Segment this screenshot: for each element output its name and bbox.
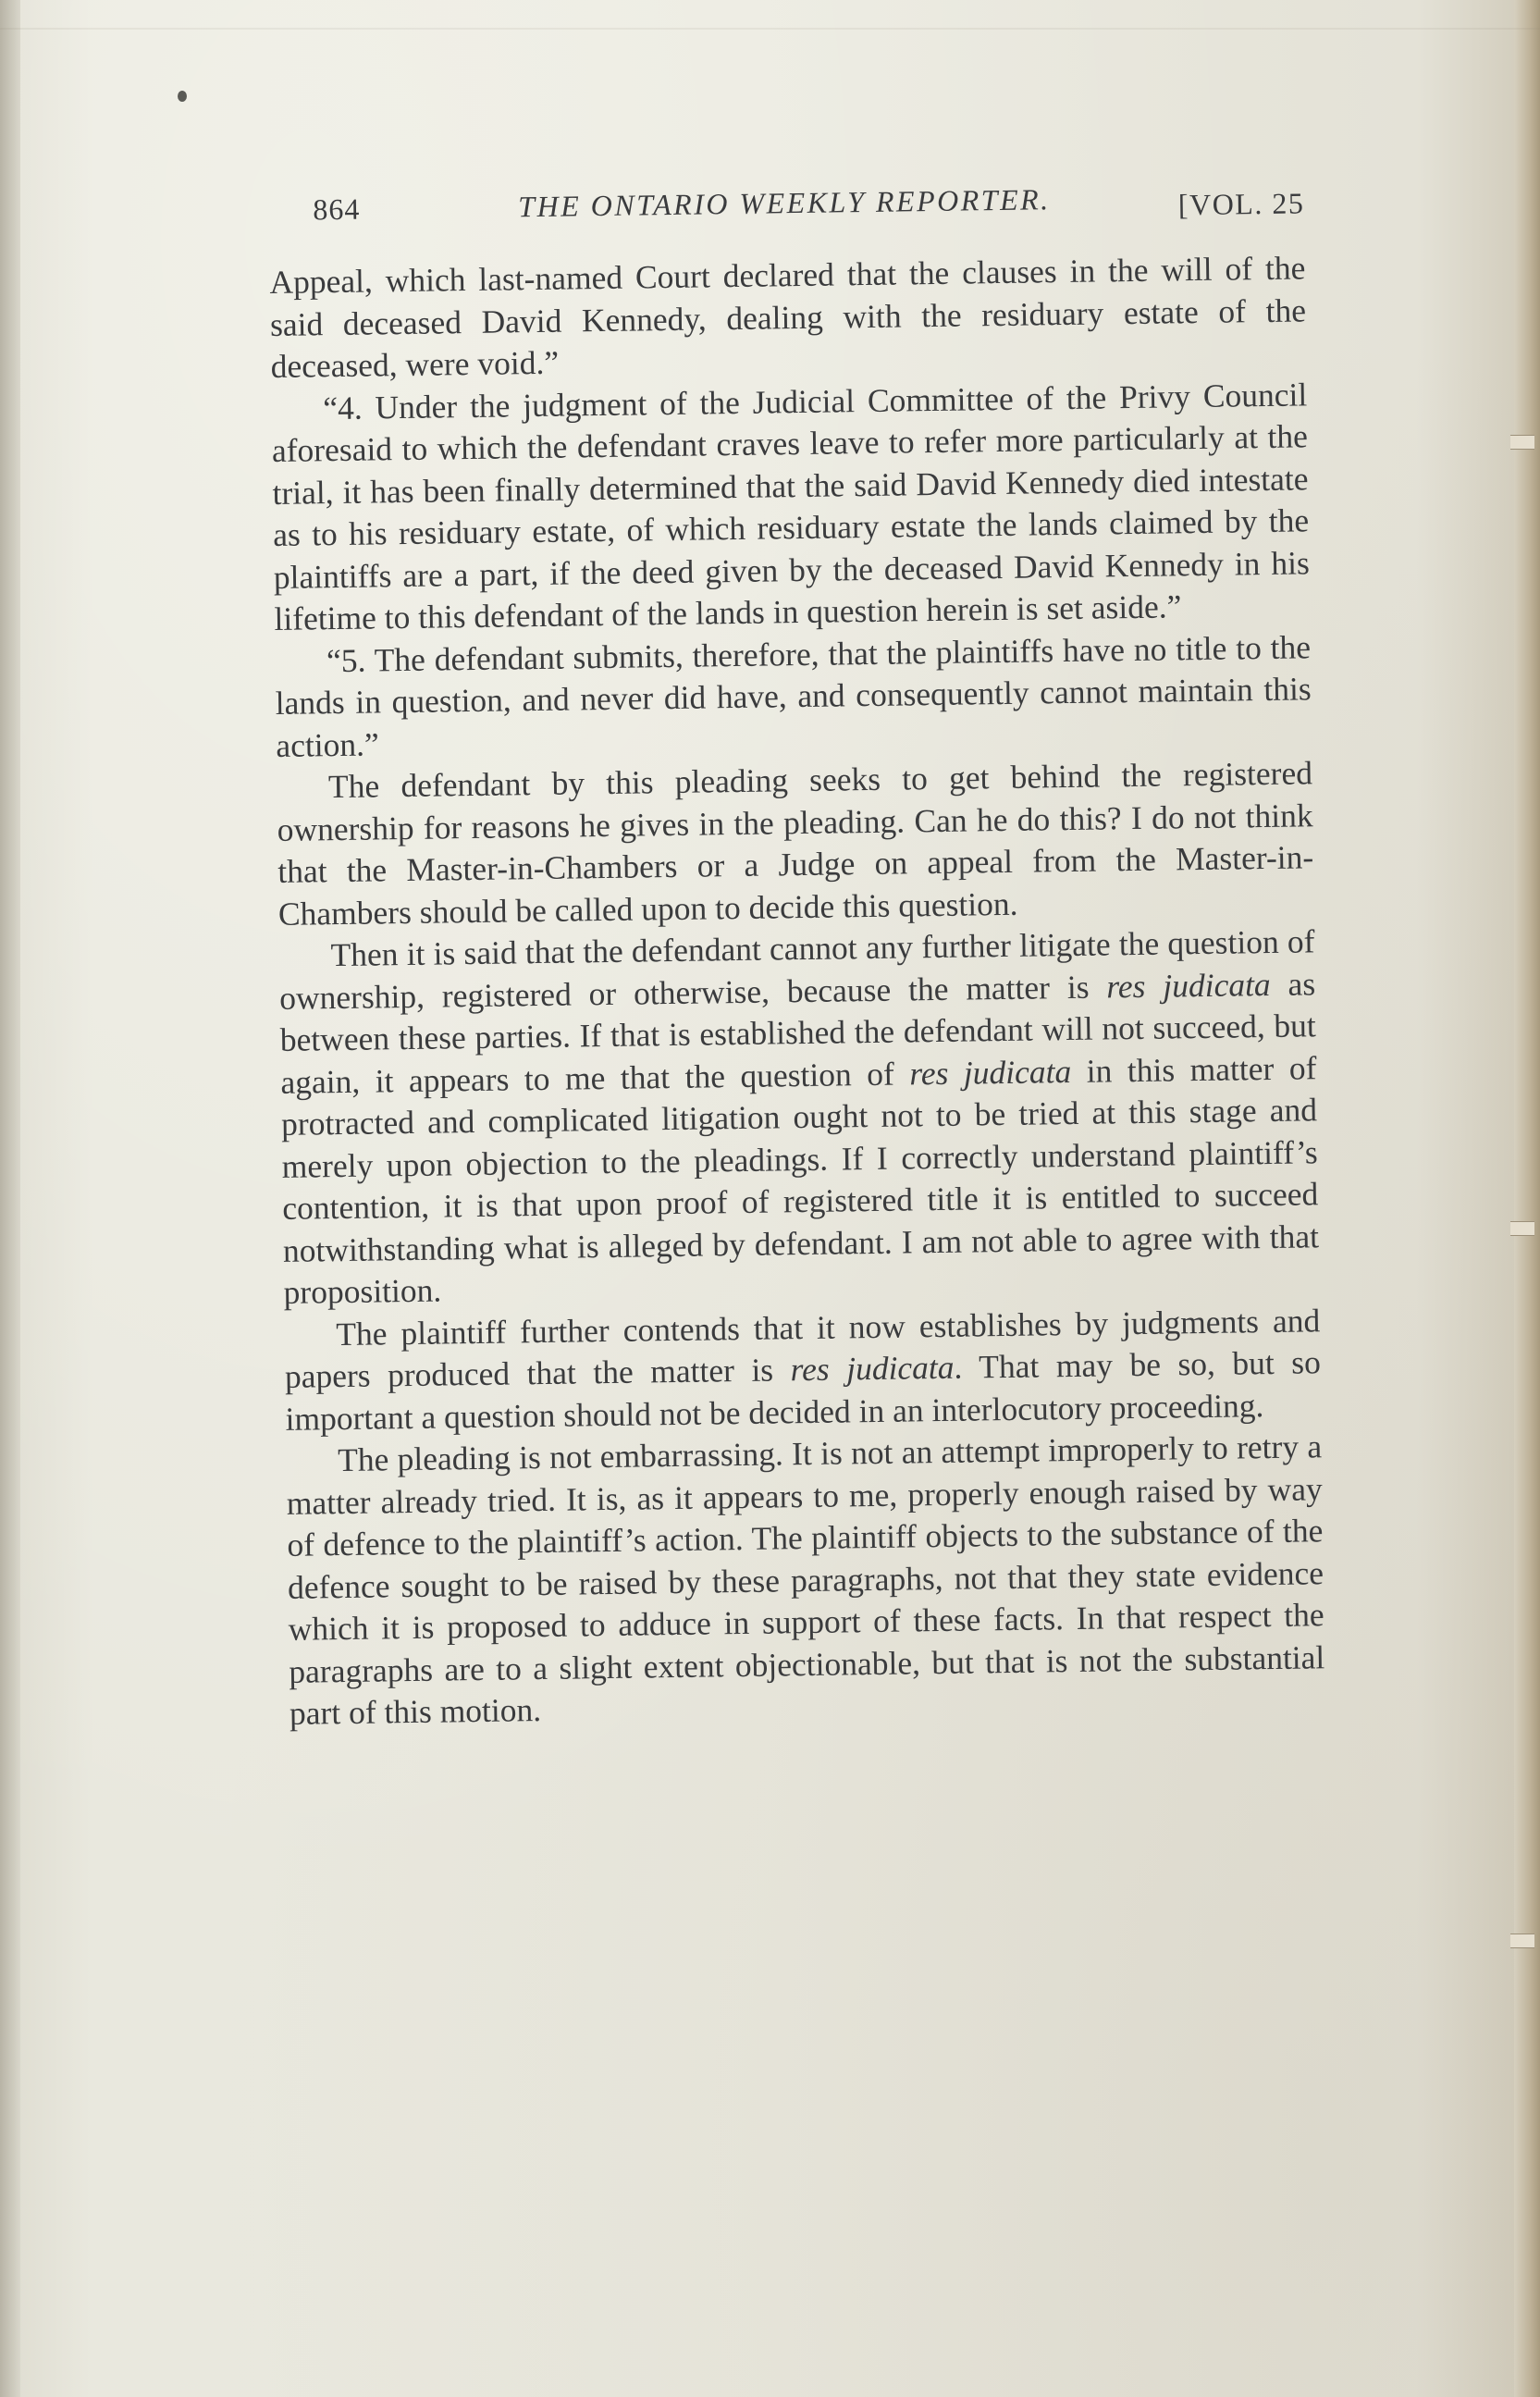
- page-left-edge: [0, 0, 20, 2397]
- binding-stitch: [1510, 1221, 1534, 1236]
- latin-term: res judicata: [909, 1052, 1072, 1092]
- ink-speck: [178, 91, 187, 102]
- latin-term: res judicata: [790, 1348, 955, 1389]
- page-number: 864: [313, 192, 361, 227]
- paragraph: “4. Under the judgment of the Judicial Committee of the Privy Council aforesaid to which the defendant craves leave to refer more particularly at the trial, it has been finally determined that the said David Kennedy died intestate as to his residuary estate, of which residuary estate the lands claimed by the plaintiffs are a part, if the deed given by the deceased David Kennedy in his lifetime to this defendant of the lands in question herein is set aside.”: [271, 375, 1311, 637]
- running-header: [313, 175, 1305, 241]
- paragraph: “5. The defendant submits, therefore, that the plaintiffs have no title to the lands in question, and never did have, and consequently cannot maintain this action.”: [275, 627, 1312, 764]
- paragraph: Appeal, which last-named Court declared that the clauses in the will of the said deceased David Kennedy, dealing with the residuary estate of the deceased, were void.”: [269, 249, 1307, 385]
- page-text: [268, 175, 1332, 2205]
- paragraph: Then it is said that the defendant cannot any further litigate the question of ownership, registered or otherwise, because the matter is res judicata as between these parties. If that is established the defendant will not succeed, but again, it appears to me that the question of res judicata in this matter of protracted and complicated litigation ought not to be tried at this stage and merely upon objection to the pleadings. If I correctly understand plaintiff’s contention, it is that upon proof of registered title it is entitled to succeed notwithstanding what is alleged by defendant. I am not able to agree with that proposition.: [278, 922, 1320, 1311]
- binding-stitch: [1510, 1934, 1534, 1948]
- running-title: THE ONTARIO WEEKLY REPORTER.: [518, 182, 1051, 224]
- paragraph: The plaintiff further contends that it now establishes by judgments and papers produced that the matter is res judicata. That may be so, but so important a question should not be decided in an interlocutory proceeding.: [284, 1301, 1322, 1438]
- paragraph: The pleading is not embarrassing. It is not an attempt improperly to retry a matter already tried. It is, as it appears to me, properly enough raised by way of defence to the plaintiff’s action. The plaintiff objects to the substance of the defence sought to be raised by these paragraphs, not that they state evidence which it is proposed to adduce in support of these facts. In that respect the paragraphs are to a slight extent objectionable, but that is not the substantial part of this motion.: [286, 1427, 1325, 1732]
- page-fold: [0, 28, 1540, 30]
- paragraph: The defendant by this pleading seeks to get behind the registered ownership for reasons he gives in the pleading. Can he do this? I do not think that the Master-in-Chambers or a Judge on appeal from the Master-in-Chambers should be called upon to decide this question.: [277, 754, 1314, 933]
- page-binding-edge: [1514, 0, 1540, 2397]
- volume-label: [VOL. 25: [1177, 186, 1305, 222]
- binding-stitch: [1510, 435, 1534, 450]
- latin-term: res judicata: [1106, 965, 1271, 1005]
